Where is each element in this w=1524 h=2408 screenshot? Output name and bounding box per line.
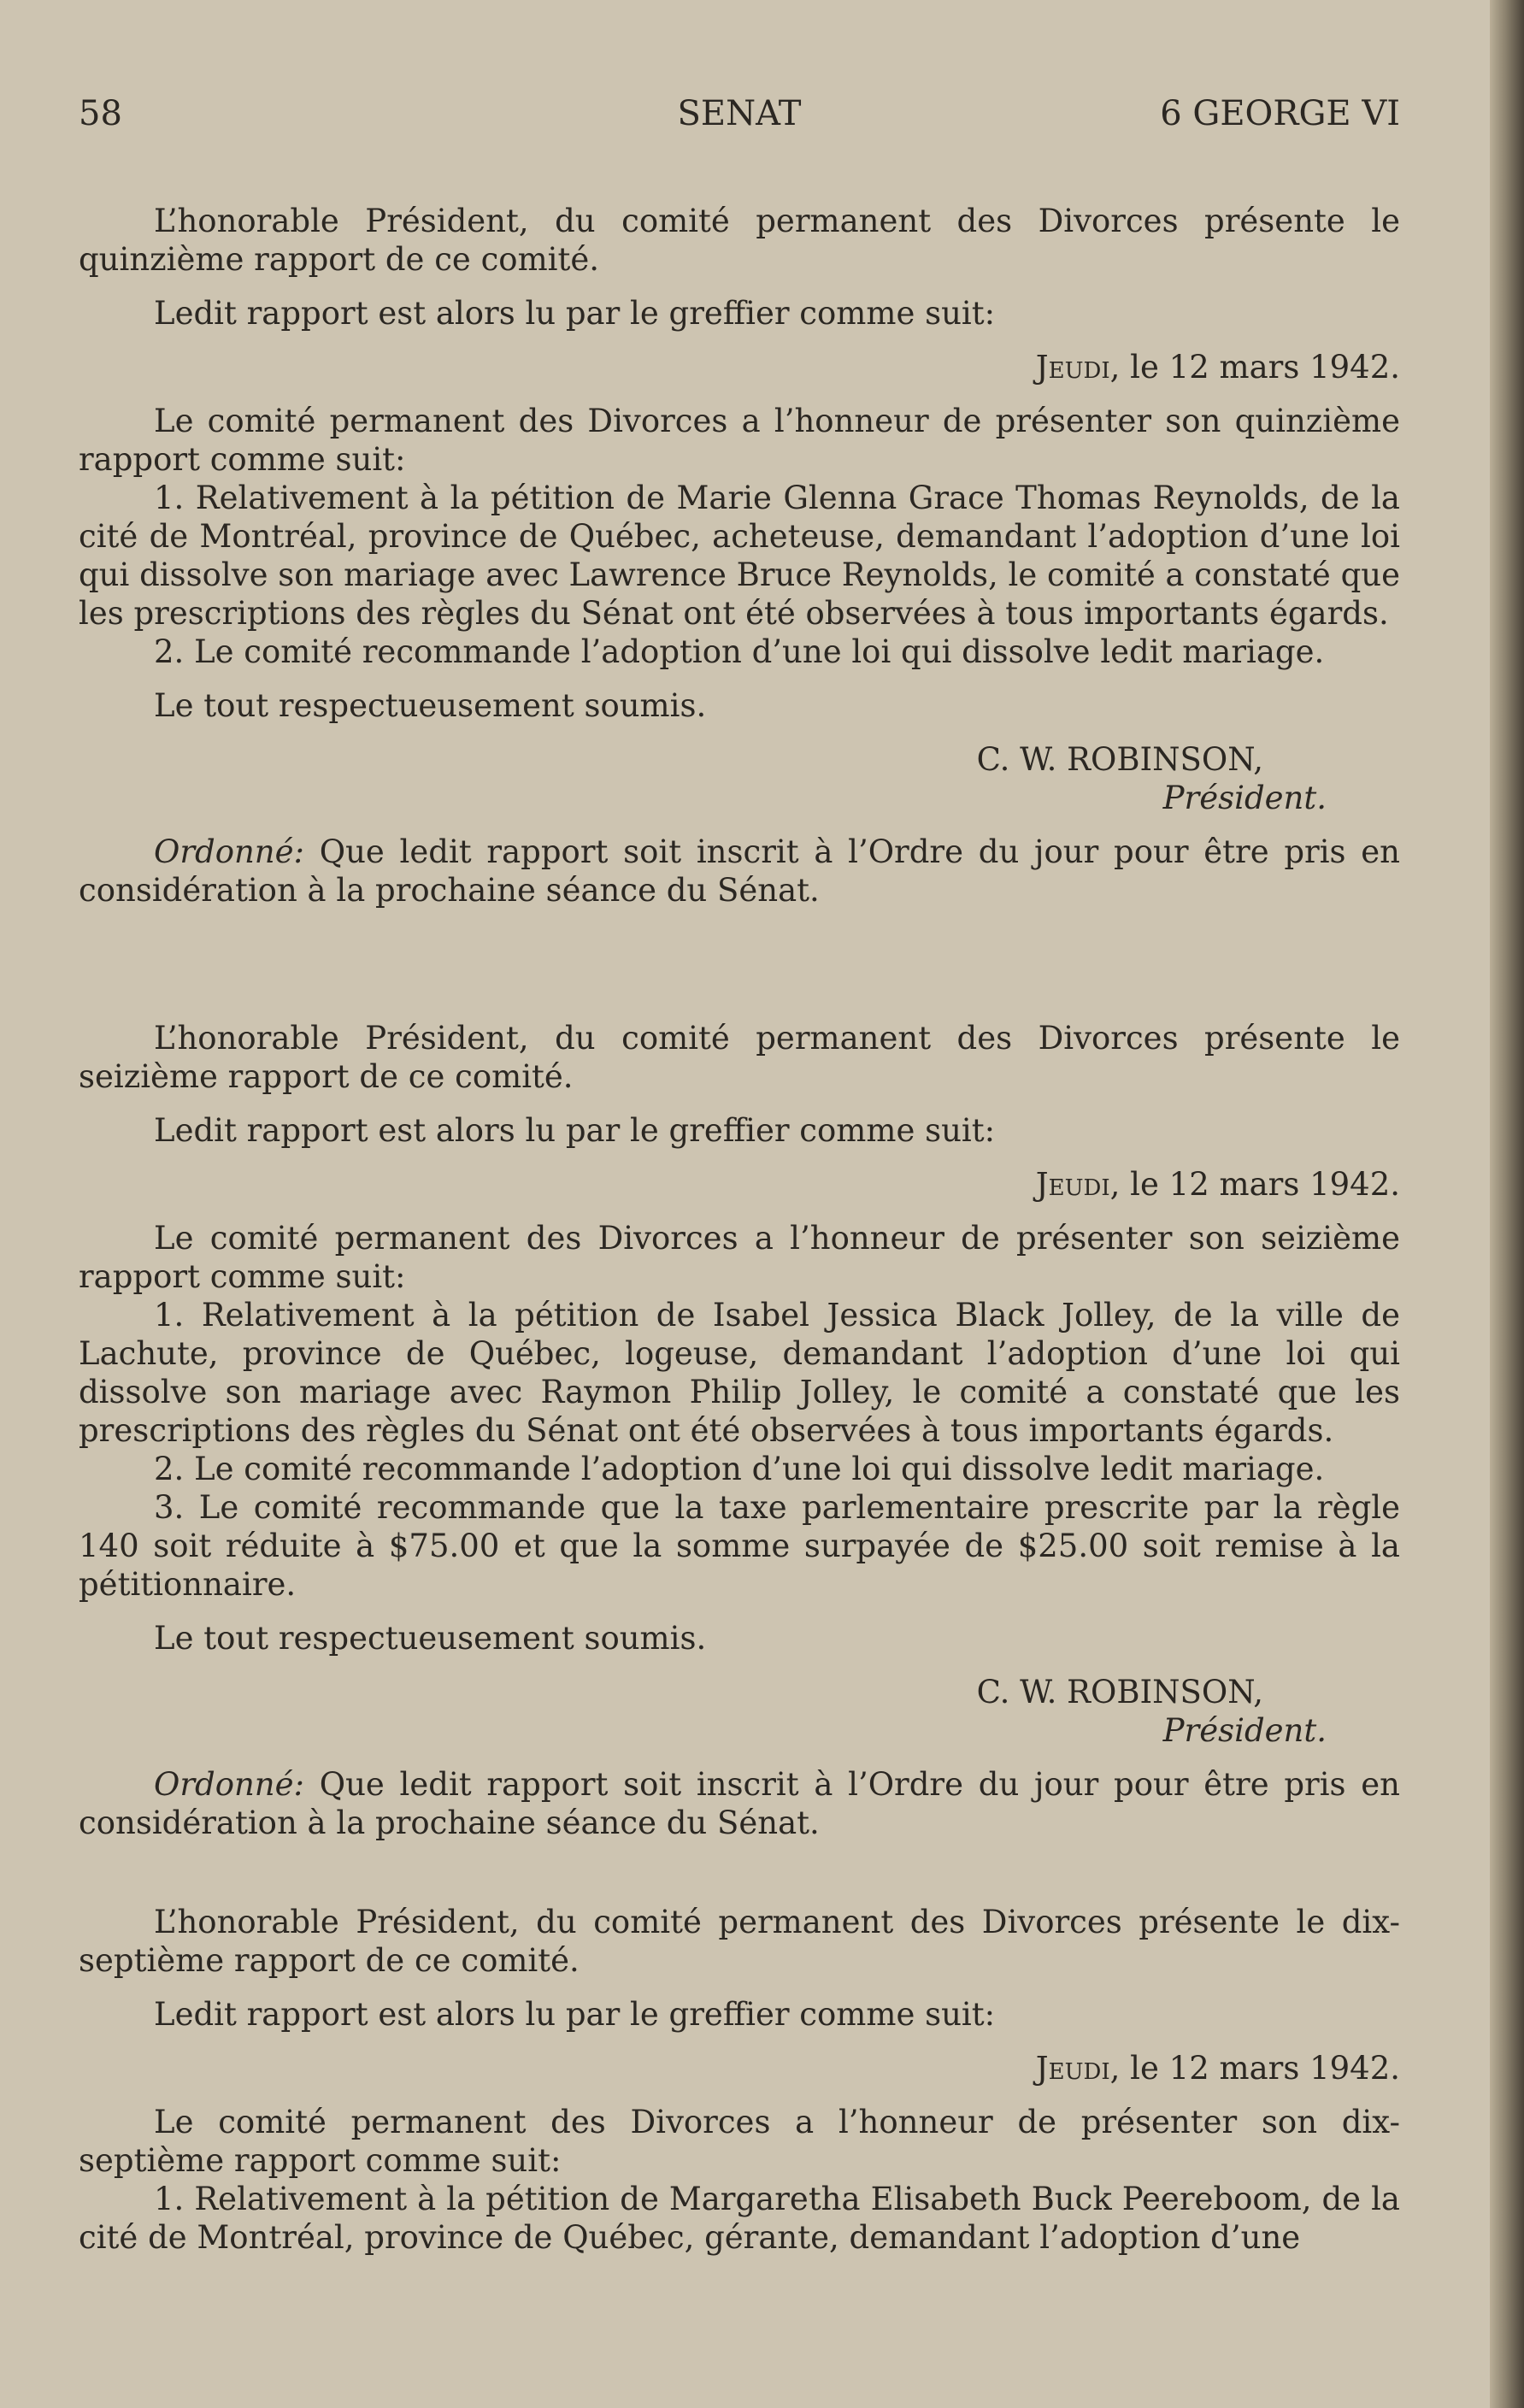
report-closing: Le tout respectueusement soumis. bbox=[154, 687, 707, 724]
report-item-1: 1. Relativement à la pétition de Isabel Jessica Black Jolley, de la ville de Lachute, province de Québec, logeuse, demandant l’adoption d’une loi qui dissolve son mariage avec Raymon Philip Jolley, le comité a constaté que les prescriptions des règles du Sénat ont été observées à tous importants égards. bbox=[79, 1297, 1400, 1449]
report-date-day: Jeudi bbox=[1035, 1166, 1110, 1203]
page-binding-edge bbox=[1490, 0, 1524, 2408]
report-read: Ledit rapport est alors lu par le greffier comme suit: bbox=[154, 295, 996, 332]
running-title: SENAT bbox=[677, 94, 802, 133]
report-ordered bbox=[79, 833, 1400, 910]
report-sixteenth bbox=[79, 1019, 1400, 1842]
report-item-1: 1. Relativement à la pétition de Margaretha Elisabeth Buck Peereboom, de la cité de Montréal, province de Québec, gérante, demandant l’adoption d’une bbox=[79, 2181, 1400, 2256]
report-date-rest: , le 12 mars 1942. bbox=[1109, 349, 1400, 386]
ordered-label: Ordonné: bbox=[154, 1766, 305, 1803]
report-item-2: 2. Le comité recommande l’adoption d’une loi qui dissolve ledit mariage. bbox=[154, 1451, 1325, 1487]
report-read: Ledit rapport est alors lu par le greffier comme suit: bbox=[154, 1112, 996, 1149]
report-item-3: 3. Le comité recommande que la taxe parlementaire prescrite par la règle 140 soit réduite à $75.00 et que la somme surpayée de $25.00 soit remise à la pétitionnaire. bbox=[79, 1489, 1400, 1603]
report-date-day: Jeudi bbox=[1035, 349, 1110, 386]
report-signer: C. W. ROBINSON, bbox=[976, 1674, 1263, 1710]
report-date bbox=[79, 348, 1400, 386]
report-intro: L’honorable Président, du comité permanent des Divorces présente le quinzième rapport de ce comité. bbox=[79, 203, 1400, 278]
report-date-day: Jeudi bbox=[1035, 2050, 1110, 2087]
report-date-rest: , le 12 mars 1942. bbox=[1109, 1166, 1400, 1203]
report-read: Ledit rapport est alors lu par le greffier comme suit: bbox=[154, 1996, 996, 2033]
running-right: 6 GEORGE VI bbox=[1160, 94, 1400, 133]
report-signer-title: Président. bbox=[1162, 1712, 1327, 1749]
report-intro: L’honorable Président, du comité permanent des Divorces présente le seizième rapport de ce comité. bbox=[79, 1020, 1400, 1095]
report-date bbox=[79, 2049, 1400, 2087]
report-fifteenth bbox=[79, 202, 1400, 910]
report-opening: Le comité permanent des Divorces a l’honneur de présenter son seizième rapport comme suit: bbox=[79, 1220, 1400, 1295]
report-date bbox=[79, 1165, 1400, 1204]
ordered-text: Que ledit rapport soit inscrit à l’Ordre du jour pour être pris en considération à la prochaine séance du Sénat. bbox=[79, 833, 1400, 909]
ordered-text: Que ledit rapport soit inscrit à l’Ordre du jour pour être pris en considération à la prochaine séance du Sénat. bbox=[79, 1766, 1400, 1841]
ordered-label: Ordonné: bbox=[154, 833, 305, 870]
report-intro: L’honorable Président, du comité permanent des Divorces présente le dix-septième rapport de ce comité. bbox=[79, 1904, 1400, 1979]
report-item-1: 1. Relativement à la pétition de Marie Glenna Grace Thomas Reynolds, de la cité de Montréal, province de Québec, acheteuse, demandant l’adoption d’une loi qui dissolve son mariage avec Lawrence Bruce Reynolds, le comité a constaté que les prescriptions des règles du Sénat ont été observées à tous importants égards. bbox=[79, 480, 1400, 632]
report-signer-title: Président. bbox=[1162, 780, 1327, 816]
report-seventeenth bbox=[79, 1903, 1400, 2257]
report-closing: Le tout respectueusement soumis. bbox=[154, 1620, 707, 1657]
page-header bbox=[79, 92, 1400, 135]
report-item-2: 2. Le comité recommande l’adoption d’une loi qui dissolve ledit mariage. bbox=[154, 633, 1325, 670]
report-opening: Le comité permanent des Divorces a l’honneur de présenter son dix-septième rapport comme suit: bbox=[79, 2104, 1400, 2179]
report-signer: C. W. ROBINSON, bbox=[976, 741, 1263, 778]
report-opening: Le comité permanent des Divorces a l’honneur de présenter son quinzième rapport comme suit: bbox=[79, 403, 1400, 478]
report-date-rest: , le 12 mars 1942. bbox=[1109, 2050, 1400, 2087]
report-ordered bbox=[79, 1765, 1400, 1842]
page-number: 58 bbox=[79, 94, 122, 133]
